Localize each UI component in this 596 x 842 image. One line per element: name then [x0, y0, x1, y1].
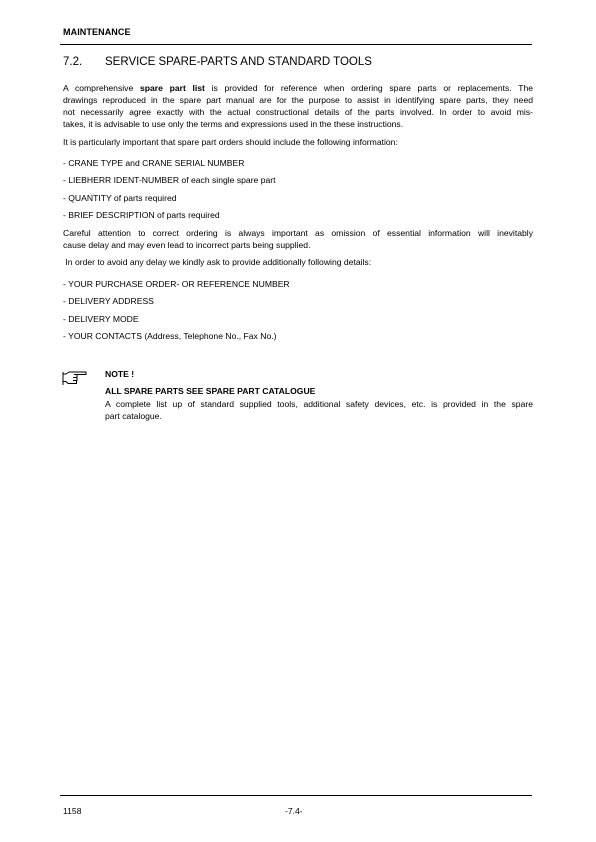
page-number: -7.4-: [285, 806, 303, 816]
additional-details-list: [63, 278, 533, 348]
list-item: - YOUR PURCHASE ORDER- OR REFERENCE NUMBER: [63, 279, 290, 289]
intro-paragraph: [63, 82, 533, 130]
list-item: - BRIEF DESCRIPTION of parts required: [63, 210, 220, 221]
note-text: [105, 398, 533, 422]
careful-paragraph: [63, 227, 533, 251]
header-rule: [60, 44, 532, 45]
note-subtitle: ALL SPARE PARTS SEE SPARE PART CATALOGUE: [105, 386, 316, 396]
intro-line-3: not necessarily agree exactly with the actual constructional details of the parts involved. In order to avoid mis-: [63, 107, 533, 117]
footer-rule: [60, 795, 532, 796]
note-line-2: part catalogue.: [105, 411, 162, 421]
list-item: - QUANTITY of parts required: [63, 192, 177, 203]
intro-text-post: is provided for reference when ordering spare parts or replacements. The: [204, 83, 534, 93]
note-title: NOTE !: [105, 369, 135, 379]
note-line-1: A complete list up of standard supplied tools, additional safety devices, etc. is provided in the spare: [105, 399, 533, 409]
additional-paragraph: In order to avoid any delay we kindly ask to provide additionally following details:: [63, 257, 372, 267]
careful-line-2: cause delay and may even lead to incorrect parts being supplied.: [63, 240, 311, 250]
list-item: - LIEBHERR IDENT-NUMBER of each single spare part: [63, 175, 276, 186]
list-item: - DELIVERY MODE: [63, 313, 139, 324]
required-info-list: [63, 157, 533, 227]
intro-text-pre: A comprehensive: [63, 83, 140, 93]
list-item: - DELIVERY ADDRESS: [63, 296, 154, 307]
document-number: 1158: [63, 806, 82, 816]
important-paragraph: It is particularly important that spare part orders should include the following information:: [63, 137, 398, 147]
intro-line-2: drawings reproduced in the spare part manual are for the purpose to assist in identifying spare parts, they need: [63, 95, 533, 105]
spare-part-list-emphasis: spare part list: [139, 83, 205, 93]
pointing-hand-icon: [62, 370, 88, 387]
list-item: - CRANE TYPE and CRANE SERIAL NUMBER: [63, 158, 245, 168]
header-label: MAINTENANCE: [63, 27, 131, 37]
intro-line-1: [63, 82, 533, 94]
section-heading: [63, 56, 533, 68]
careful-line-1: Careful attention to correct ordering is always important as omission of essential information will inevitably: [63, 228, 533, 238]
intro-line-4: takes, it is advisable to use only the terms and expressions used in the these instructions.: [63, 119, 404, 129]
list-item: - YOUR CONTACTS (Address, Telephone No., Fax No.): [63, 331, 277, 342]
section-number: 7.2.: [63, 56, 83, 68]
section-title: SERVICE SPARE-PARTS AND STANDARD TOOLS: [105, 56, 372, 68]
